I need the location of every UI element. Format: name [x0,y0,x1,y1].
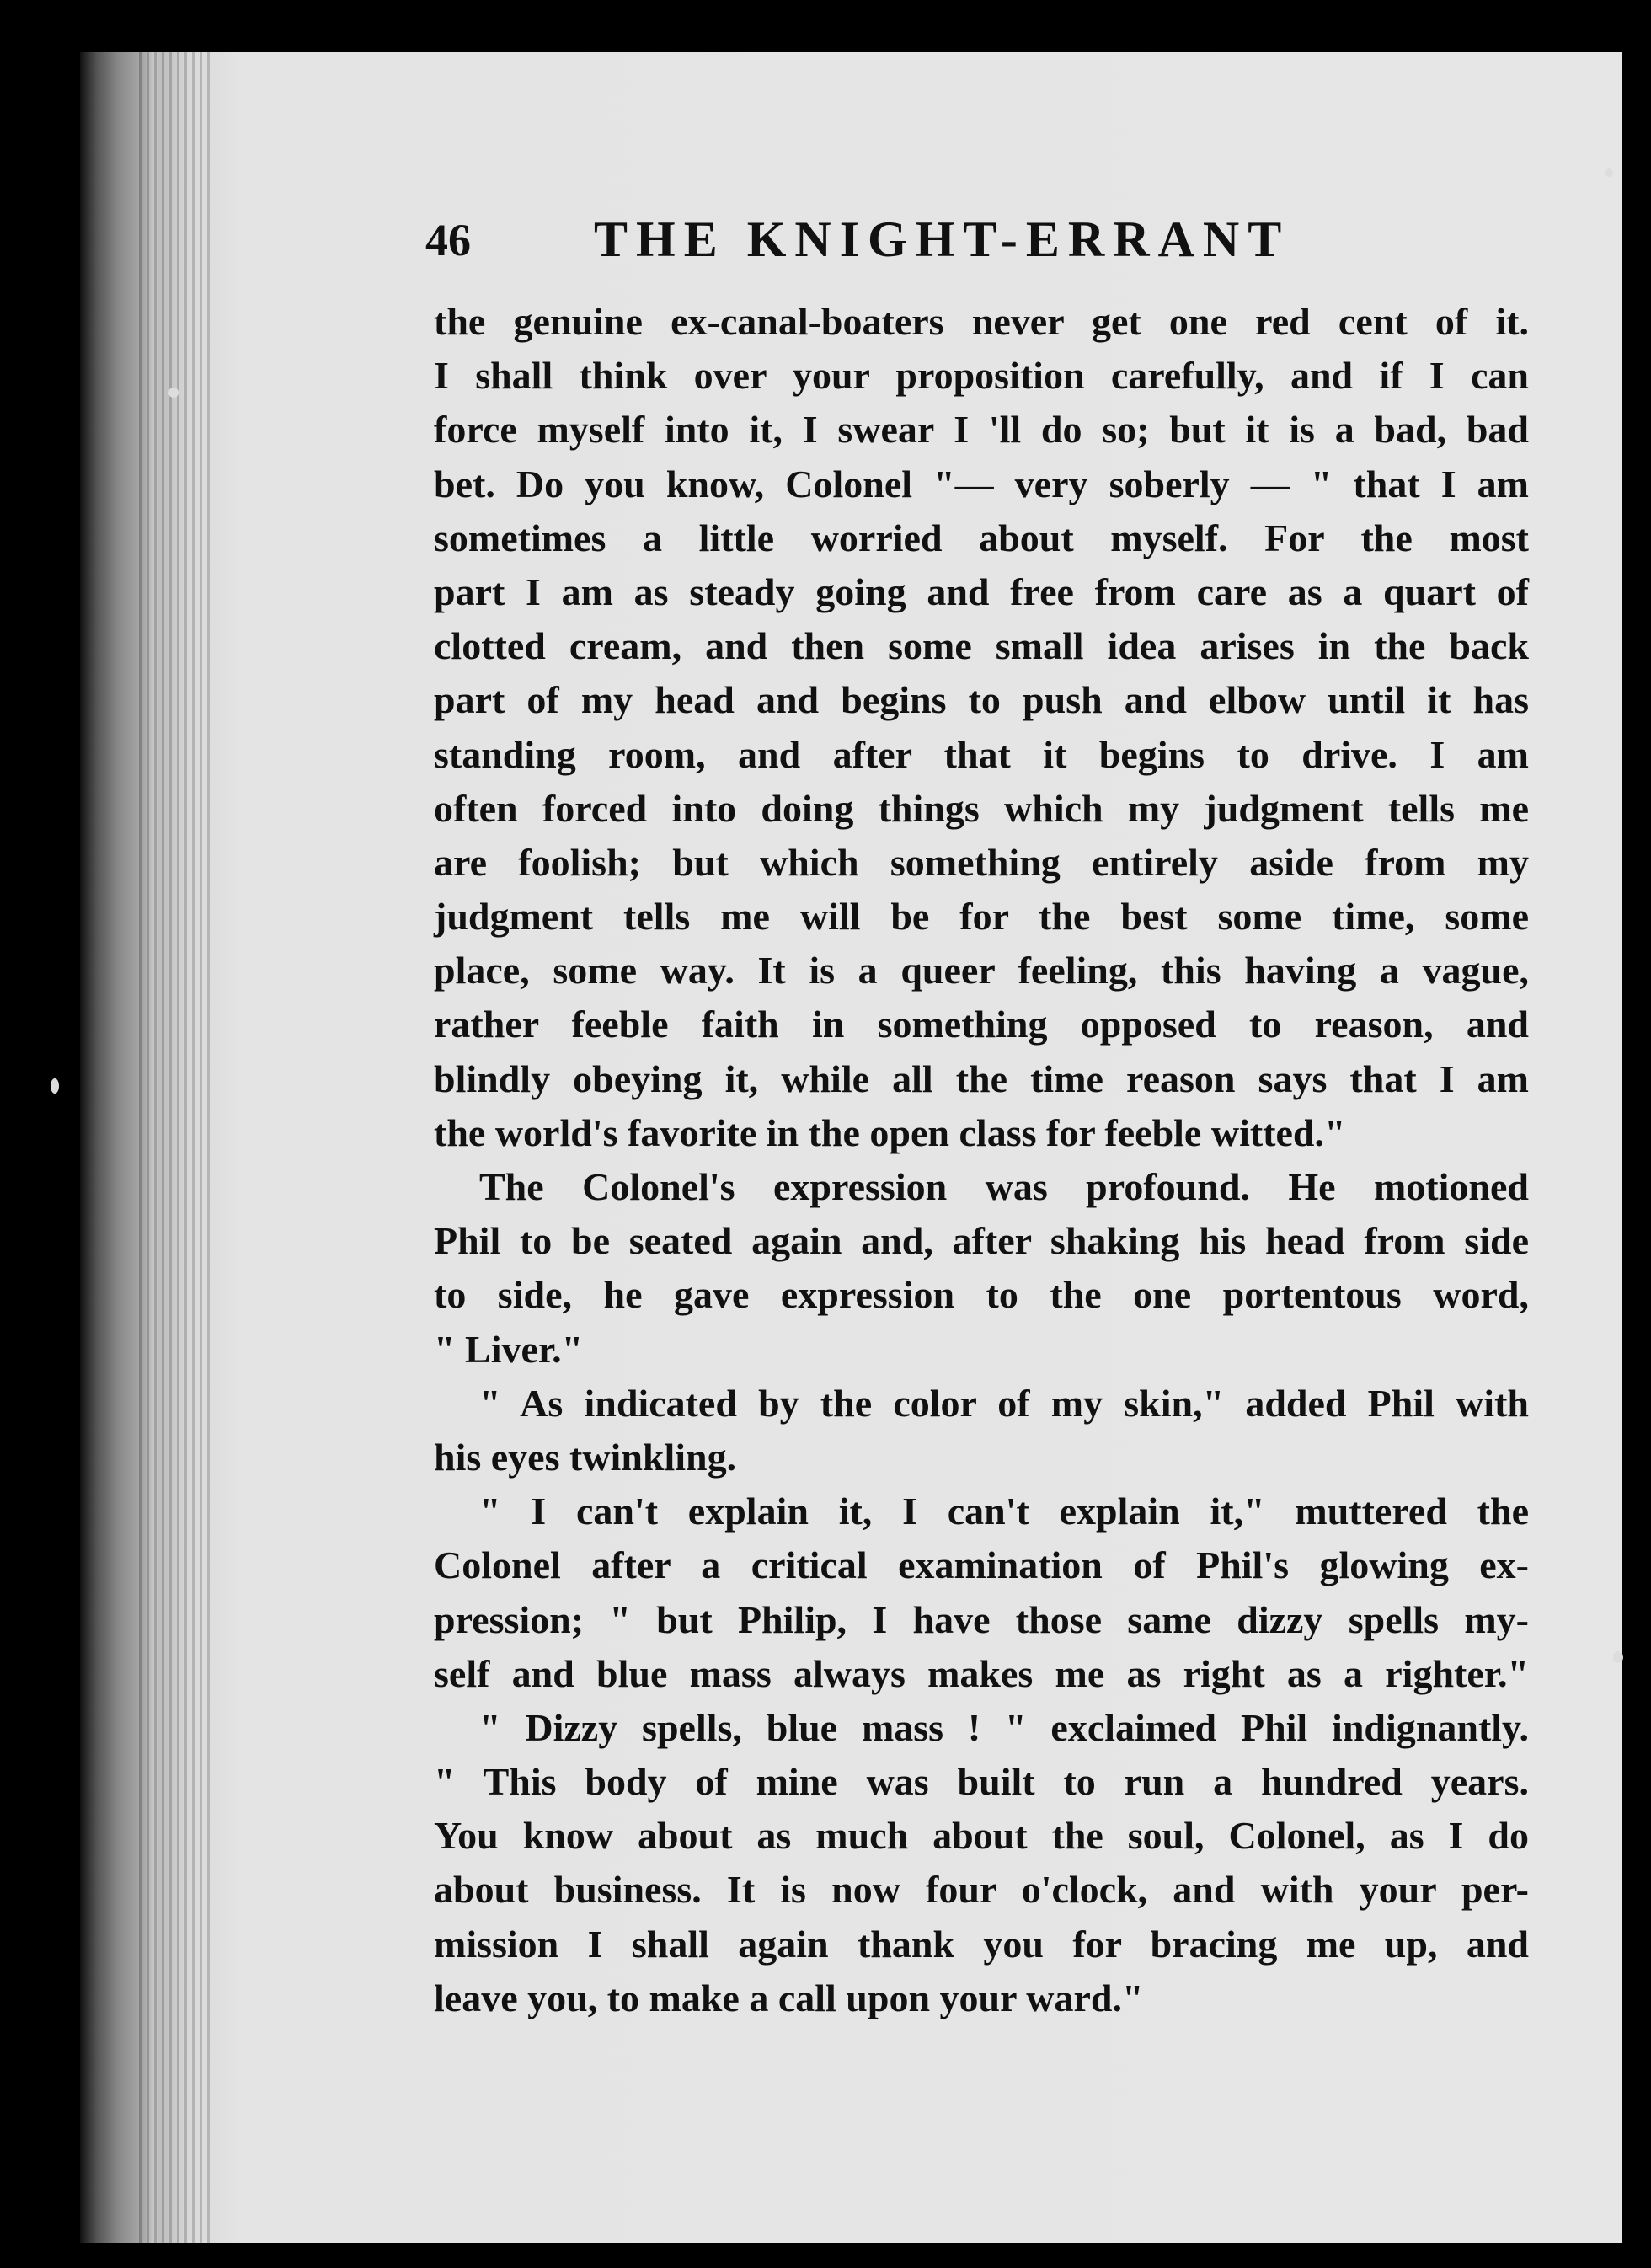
text-line: pression; " but Philip, I have those same dizzy spells my- [434,1597,1529,1641]
text-line: are foolish; but which something entirely aside from my [434,840,1529,884]
text-line: " This body of mine was built to run a hundred years. [434,1760,1529,1804]
scan-speck [1613,1651,1623,1663]
running-head [425,211,1546,278]
text-line: Colonel after a critical examination of Phil's glowing ex- [434,1543,1529,1587]
book-binding-edge [80,52,139,2243]
text-line: mission I shall again thank you for bracing me up, and [434,1922,1529,1966]
text-line: part I am as steady going and free from care as a quart of [434,570,1529,613]
text-line: You know about as much about the soul, Colonel, as I do [434,1814,1529,1858]
text-line: " Liver." [434,1327,584,1371]
text-line: standing room, and after that it begins to drive. I am [434,732,1529,776]
text-line: Phil to be seated again and, after shaking his head from side [434,1219,1529,1263]
running-title: THE KNIGHT-ERRANT [594,211,1290,267]
text-line: blindly obeying it, while all the time reason says that I am [434,1056,1529,1100]
text-line: the world's favorite in the open class for feeble witted." [434,1110,1346,1154]
scan-speck [1605,168,1613,177]
text-line: clotted cream, and then some small idea arises in the back [434,624,1529,668]
body-text [434,295,1529,2025]
text-line: I shall think over your proposition carefully, and if I can [434,354,1529,398]
text-line: " As indicated by the color of my skin," added Phil with [479,1381,1529,1425]
scan-speck [168,388,179,398]
text-line: part of my head and begins to push and elbow until it has [434,678,1529,722]
text-line: sometimes a little worried about myself. For the most [434,516,1529,559]
text-line: leave you, to make a call upon your ward." [434,1976,1144,2019]
text-line: the genuine ex-canal-boaters never get one red cent of it. [434,300,1529,343]
text-line: The Colonel's expression was profound. He motioned [479,1165,1529,1208]
page-number: 46 [425,215,471,265]
text-line: about business. It is now four o'clock, and with your per- [434,1868,1529,1912]
scan-speck [51,1078,59,1094]
text-line: judgment tells me will be for the best some time, some [434,895,1529,939]
text-line: bet. Do you know, Colonel "— very soberly — " that I am [434,462,1529,505]
text-line: force myself into it, I swear I 'll do so; but it is a bad, bad [434,408,1529,452]
text-line: " Dizzy spells, blue mass ! " exclaimed Phil indignantly. [479,1705,1529,1749]
text-line: self and blue mass always makes me as right as a righter." [434,1651,1529,1695]
text-line: to side, he gave expression to the one portentous word, [434,1273,1529,1317]
text-line: " I can't explain it, I can't explain it," muttered the [479,1490,1529,1533]
text-line: often forced into doing things which my judgment tells me [434,786,1529,830]
text-line: rather feeble faith in something opposed to reason, and [434,1003,1529,1046]
text-line: place, some way. It is a queer feeling, this having a vague, [434,949,1529,992]
text-line: his eyes twinkling. [434,1435,737,1479]
